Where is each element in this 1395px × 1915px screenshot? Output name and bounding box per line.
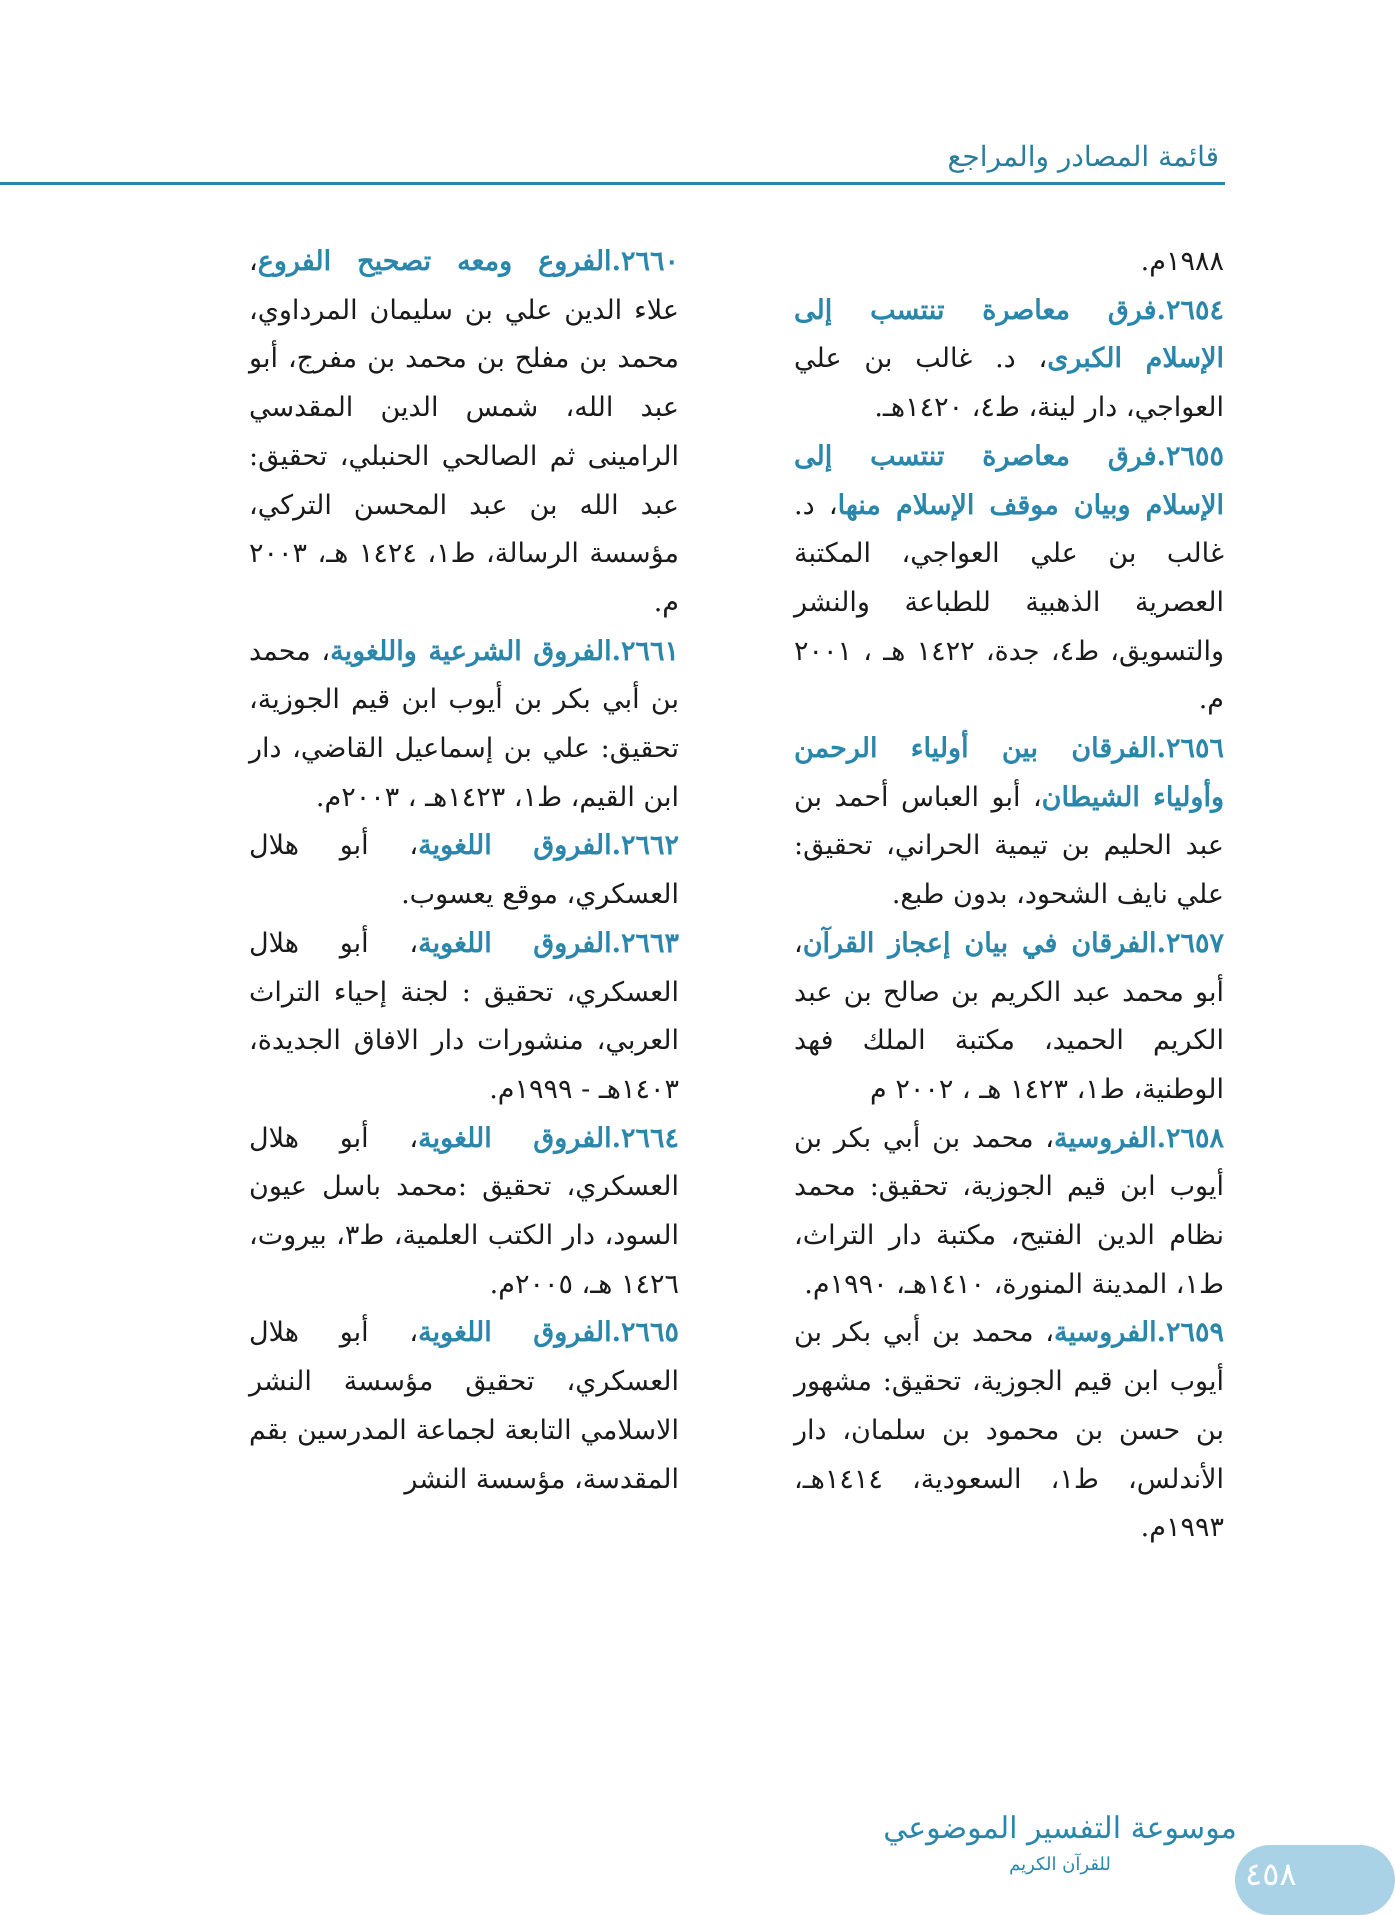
- entry-number: ٢٦٦٤.: [611, 1122, 679, 1154]
- entry-number: ٢٦٥٨.: [1156, 1122, 1224, 1154]
- column-right: [794, 238, 1224, 1553]
- entry: [249, 628, 679, 823]
- header-rule: [0, 182, 1225, 185]
- entry: [249, 920, 679, 1115]
- entry-number: ٢٦٦٥.: [611, 1317, 679, 1349]
- entry: [249, 1309, 679, 1504]
- entry-body: ، أبو هلال العسكري، تحقيق : لجنة إحياء التراث العربي، منشورات دار الافاق الجديدة، ١٤٠٣هـ - ١٩٩٩م.: [249, 927, 679, 1105]
- entry-title: الفروع ومعه تصحيح الفروع: [257, 246, 612, 277]
- entry-title: فرق معاصرة تنتسب إلى الإسلام الكبرى: [794, 294, 1224, 375]
- entry-body: ، أبو هلال العسكري، تحقيق :محمد باسل عيون السود، دار الكتب العلمية، ط٣، بيروت، ١٤٢٦ هـ، ٢٠٠٥م.: [249, 1122, 679, 1300]
- entry: [249, 238, 679, 628]
- entry-number: ٢٦٦١.: [611, 635, 679, 667]
- entry: [794, 433, 1224, 725]
- logo-title: موسوعة التفسير الموضوعي: [883, 1811, 1237, 1846]
- entry-title: الفروق اللغوية: [418, 1317, 612, 1349]
- encyclopedia-logo: [883, 1800, 1237, 1880]
- entry: ١٩٨٨م.: [1140, 246, 1224, 277]
- column-left: [249, 238, 679, 1504]
- entry-body: ، علاء الدين علي بن سليمان المرداوي، محمد بن مفلح بن محمد بن مفرج، أبو عبد الله، شمس الدين المقدسي الرامينى ثم الصالحي الحنبلي، تحقيق: عبد الله بن عبد المحسن التركي، مؤسسة الرسالة، ط١، ١٤٢٤ هـ، ٢٠٠٣ م.: [249, 246, 680, 618]
- entry-body: ، د. غالب بن علي العواجي، دار لينة، ط٤، ١٤٢٠هـ.: [794, 343, 1224, 424]
- entry-body: ، د. غالب بن علي العواجي، المكتبة العصرية الذهبية للطباعة والنشر والتسويق، ط٤، جدة، ١٤٢٢ هـ ، ٢٠٠١ م.: [794, 489, 1225, 716]
- entry: [794, 1309, 1224, 1553]
- entry-title: الفرقان بين أولياء الرحمن وأولياء الشيطان: [794, 733, 1224, 813]
- entry-title: الفرقان في بيان إعجاز القرآن: [802, 927, 1157, 959]
- entry-title: فرق معاصرة تنتسب إلى الإسلام وبيان موقف الإسلام منها: [794, 440, 1225, 521]
- entry: [249, 822, 679, 919]
- entry-number: ٢٦٥٥.: [1156, 440, 1224, 472]
- entry-number: ٢٦٥٧.: [1156, 927, 1224, 959]
- entry-body: ، أبو العباس أحمد بن عبد الحليم بن تيمية الحراني، تحقيق: علي نايف الشحود، بدون طبع.: [794, 781, 1224, 911]
- entry-number: ٢٦٥٦.: [1156, 733, 1224, 765]
- entry-number: ٢٦٦٣.: [611, 927, 679, 959]
- entry-title: الفروق اللغوية: [418, 830, 612, 862]
- entry-title: الفروق اللغوية: [418, 1122, 612, 1154]
- running-header: قائمة المصادر والمراجع: [947, 140, 1219, 173]
- entry-body: ، محمد بن أبي بكر بن أيوب ابن قيم الجوزية، تحقيق: محمد نظام الدين الفتيح، مكتبة دار التراث، ط١، المدينة المنورة، ١٤١٠هـ، ١٩٩٠م.: [794, 1122, 1224, 1300]
- entry-body: ، محمد بن أبي بكر بن أيوب ابن قيم الجوزية، تحقيق: مشهور بن حسن بن محمود بن سلمان، دار الأندلس، ط١، السعودية، ١٤١٤هـ، ١٩٩٣م.: [794, 1317, 1224, 1544]
- entry-title: الفروق اللغوية: [418, 927, 612, 959]
- entry-body: ، أبو محمد عبد الكريم بن صالح بن عبد الكريم الحميد، مكتبة الملك فهد الوطنية، ط١، ١٤٢٣ هـ ، ٢٠٠٢ م: [794, 927, 1224, 1105]
- entry-body: ، محمد بن أبي بكر بن أيوب ابن قيم الجوزية، تحقيق: علي بن إسماعيل القاضي، دار ابن القيم، ط١، ١٤٢٣هـ ، ٢٠٠٣م.: [249, 635, 679, 813]
- entry-number: ٢٦٥٤.: [1156, 294, 1224, 326]
- entry-body: ، أبو هلال العسكري، موقع يعسوب.: [249, 830, 679, 911]
- entry-body: ، أبو هلال العسكري، تحقيق مؤسسة النشر الاسلامي التابعة لجماعة المدرسين بقم المقدسة، مؤسسة النشر: [249, 1317, 679, 1495]
- entry-title: الفروسية: [1054, 1122, 1157, 1154]
- entry-number: ٢٦٦٠.: [611, 246, 679, 277]
- entry: [249, 1115, 679, 1310]
- entry-title: الفروق الشرعية واللغوية: [330, 635, 612, 667]
- entry: [794, 920, 1224, 1115]
- entry-title: الفروسية: [1054, 1317, 1157, 1349]
- entry-number: ٢٦٦٢.: [611, 830, 679, 862]
- entry: [794, 1115, 1224, 1310]
- logo-subtitle: للقرآن الكريم: [1009, 1854, 1111, 1875]
- entry: [794, 287, 1224, 433]
- entry-number: ٢٦٥٩.: [1156, 1317, 1224, 1349]
- page-number: ٤٥٨: [1245, 1855, 1297, 1893]
- entry: [794, 725, 1224, 920]
